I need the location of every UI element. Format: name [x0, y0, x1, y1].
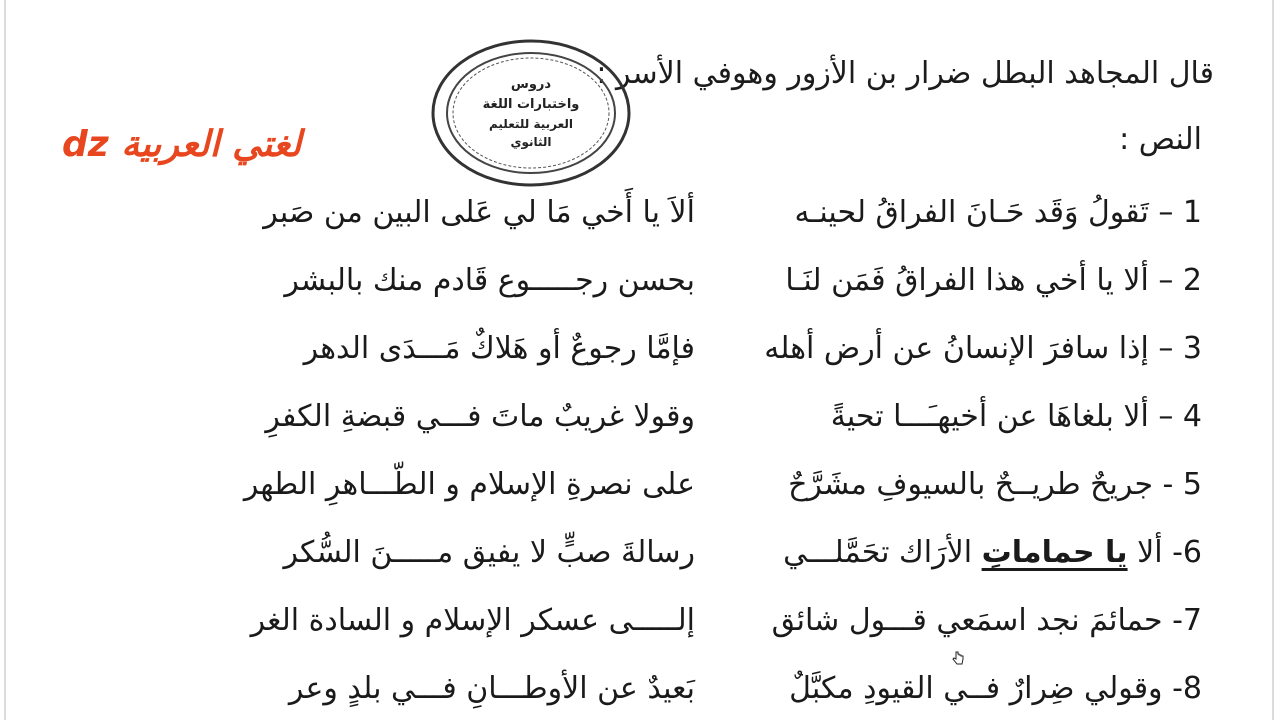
verse-row-1 [0, 188, 1280, 240]
verse-8-second-hemistich: بَعيدٌ عن الأوطـــانِ فـــي بلدٍ وعر [288, 671, 695, 706]
stamp-line-1: دروس [510, 77, 552, 92]
verse-3-second-hemistich: فإمَّا رجوعٌ أو هَلاكٌ مَـــدَى الدهر [303, 331, 695, 366]
circular-stamp [430, 38, 632, 188]
brand-watermark: لغتي العربية dz [62, 124, 302, 165]
verse-6-underlined-phrase: يا حماماتِ [981, 535, 1128, 570]
verse-row-8 [0, 664, 1280, 716]
section-label: النص : [1119, 122, 1202, 157]
verse-2-second-hemistich: بحسن رجـــــوع قَادم منك بالبشر [284, 263, 695, 298]
verse-6-second-hemistich: رسالةَ صبٍّ لا يفيق مـــــنَ السُّكر [283, 535, 695, 570]
hand-cursor-icon [950, 650, 966, 666]
verse-6-prefix: 6- ألا [1127, 535, 1202, 570]
verse-4-first-hemistich: 4 – ألا بلغاهَا عن أخيهـَـــا تحيةً [830, 399, 1202, 434]
verse-row-4 [0, 392, 1280, 444]
verse-row-3 [0, 324, 1280, 376]
verse-2-first-hemistich: 2 – ألا يا أخي هذا الفراقُ فَمَن لنَـا [785, 263, 1202, 298]
verse-6-first-hemistich [783, 528, 1202, 578]
verse-5-first-hemistich: 5 - جريحٌ طريــحٌ بالسيوفِ مشَرَّحٌ [788, 467, 1202, 502]
verse-5-second-hemistich: على نصرةِ الإسلام و الطّـــاهرِ الطهر [243, 467, 695, 502]
stamp-line-4: الثانوي [510, 135, 552, 149]
verse-8-first-hemistich: 8- وقولي ضِرارٌ فــي القيودِ مكبَّلٌ [789, 671, 1202, 706]
verse-7-second-hemistich: إلـــــى عسكر الإسلام و السادة الغر [250, 603, 695, 638]
verse-3-first-hemistich: 3 – إذا سافرَ الإنسانُ عن أرض أهله [764, 331, 1202, 366]
verse-6-suffix: الأرَاك تحَمَّلـــي [783, 535, 982, 570]
verse-row-7 [0, 596, 1280, 648]
verse-1-first-hemistich: 1 – تَقولُ وَقَد حَـانَ الفراقُ لحينـه [794, 195, 1202, 230]
verse-4-second-hemistich: وقولا غريبٌ ماتَ فـــي قبضةِ الكفرِ [265, 399, 695, 434]
stamp-line-3: العربية للتعليم [489, 117, 573, 131]
verse-row-6 [0, 528, 1280, 580]
verse-1-second-hemistich: ألاَ يا أَخي مَا لي عَلى البين من صَبر [263, 195, 695, 230]
intro-line: قال المجاهد البطل ضرار بن الأزور وهوفي الأسر : [596, 56, 1214, 91]
verse-7-first-hemistich: 7- حمائمَ نجد اسمَعي قـــول شائق [771, 603, 1202, 638]
stamp-line-2: واختبارات اللغة [482, 97, 580, 112]
verse-row-2 [0, 256, 1280, 308]
verse-row-5 [0, 460, 1280, 512]
